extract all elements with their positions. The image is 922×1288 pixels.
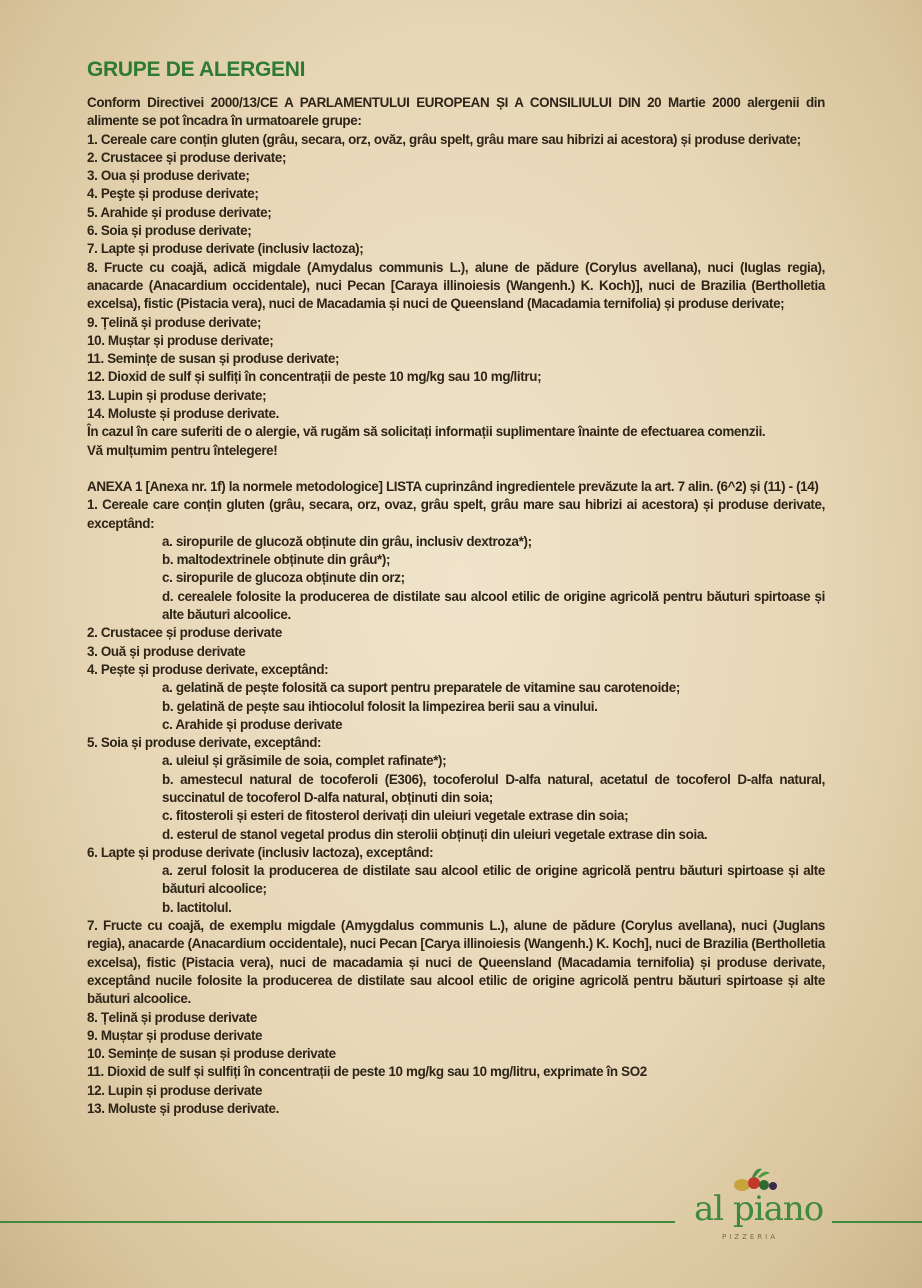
section2-line: 13. Moluste și produse derivate. (87, 1101, 279, 1117)
document-page (87, 58, 825, 1118)
section1-line: 6. Soia și produse derivate; (87, 223, 252, 239)
section2-line: 9. Muștar și produse derivate (87, 1027, 263, 1043)
section2-line: 3. Ouă și produse derivate (87, 643, 246, 659)
section2-line: 11. Dioxid de sulf și sulfiți în concentrații de peste 10 mg/kg sau 10 mg/litru, exprimate în SO2 (87, 1064, 647, 1080)
section2-line: c. siropurile de glucoza obținute din orz; (162, 570, 405, 586)
section1-line: 11. Semințe de susan și produse derivate; (87, 351, 340, 367)
section2-line: a. zerul folosit la producerea de distilate sau alcool etilic de origine agricolă pentru băuturi spirtoase și alte băuturi alcoolice; (162, 863, 825, 897)
annex-section (87, 478, 825, 1118)
section2-line: a. gelatină de pește folosită ca suport pentru preparatele de vitamine sau carotenoide; (162, 680, 680, 696)
section2-line: c. fitosteroli și esteri de fitosterol derivați din uleiuri vegetale extrase din soia; (162, 808, 629, 824)
section1-line: 14. Moluste și produse derivate. (87, 406, 279, 422)
section2-line: c. Arahide și produse derivate (162, 716, 343, 732)
section1-line: 5. Arahide și produse derivate; (87, 204, 272, 220)
section2-line: b. lactitolul. (162, 899, 232, 915)
section2-line: 4. Pește și produse derivate, exceptând: (87, 661, 329, 677)
section1-line: 7. Lapte și produse derivate (inclusiv lactoza); (87, 241, 364, 257)
section2-line: 1. Cereale care conțin gluten (grâu, secara, orz, ovaz, grâu spelt, grâu mare sau hibrizi ai acestora) și produse derivate, exceptând: (87, 497, 825, 531)
section2-line: b. maltodextrinele obținute din grâu*); (162, 552, 391, 568)
section2-line: 7. Fructe cu coajă, de exemplu migdale (Amygdalus communis L.), alune de pădure (Corylus avellana), nuci (Juglans regia), anacarde (Anacardium occidentale), nuci Pecan [Carya illinoiesis (Wangenh.) K. Koch], nuci de Brazilia (Bertholletia excelsa), fistic (Pistacia vera), nuci de macadamia și nuci de Queensland (Macadamia ternifolia) și produse derivate, exceptând nucile folosite la producerea de distilate sau alcool etilic de origine agricolă pentru băuturi spirtoase și alte băuturi alcoolice. (87, 918, 825, 1007)
pizzeria-logo (688, 1165, 828, 1250)
section1-line: 13. Lupin și produse derivate; (87, 387, 267, 403)
logo-name: al piano (694, 1189, 824, 1229)
section2-line: ANEXA 1 [Anexa nr. 1f) la normele metodologice] LISTA cuprinzând ingredientele prevăzute la art. 7 alin. (6^2) și (11) - (14) (87, 478, 819, 494)
section2-line: a. uleiul și grăsimile de soia, complet rafinate*); (162, 753, 447, 769)
section1-line: 10. Muștar și produse derivate; (87, 332, 274, 348)
section1-line: 9. Țelină și produse derivate; (87, 314, 262, 330)
section2-line: 12. Lupin și produse derivate (87, 1082, 263, 1098)
section2-line: 10. Semințe de susan și produse derivate (87, 1046, 336, 1062)
footer-rule-right (832, 1221, 922, 1223)
section2-line: 8. Țelină și produse derivate (87, 1009, 257, 1025)
section2-line: a. siropurile de glucoză obținute din grâu, inclusiv dextroza*); (162, 533, 532, 549)
section-spacer (87, 460, 825, 478)
allergen-groups-section (87, 94, 825, 460)
footer-rule-left (0, 1221, 675, 1223)
page-title: GRUPE DE ALERGENI (87, 58, 306, 81)
section1-line: 1. Cereale care conțin gluten (grâu, secara, orz, ovăz, grâu spelt, grâu mare sau hibrizi ai acestora) și produse derivate; (87, 131, 801, 147)
section2-line: d. esterul de stanol vegetal produs din sterolii obținuți din uleiuri vegetale extrase din soia. (162, 826, 708, 842)
section2-line: 2. Crustacee și produse derivate (87, 625, 282, 641)
section1-line: 8. Fructe cu coajă, adică migdale (Amydalus communis L.), alune de pădure (Corylus avellana), nuci (Iuglas regia), anacarde (Anacardium occidentale), nuci Pecan [Caraya illinoiesis (Wangenh.) K. Koch)], nuci de Brazilia (Bertholletia excelsa), fistic (Pistacia vera), nuci de Macadamia și nuci de Queensland (Macadamia ternifolia) și produse derivate; (87, 259, 825, 312)
section1-line: În cazul în care suferiti de o alergie, vă rugăm să solicitați informații suplimentare înainte de efectuarea comenzii. (87, 424, 766, 440)
section1-line: Conform Directivei 2000/13/CE A PARLAMENTULUI EUROPEAN ȘI A CONSILIULUI DIN 20 Martie 2000 alergenii din alimente se pot încadra în urmatoarele grupe: (87, 95, 825, 129)
section1-line: 3. Oua și produse derivate; (87, 168, 250, 184)
section1-line: 4. Peşte și produse derivate; (87, 186, 259, 202)
section2-line: b. gelatină de pește sau ihtiocolul folosit la limpezirea berii sau a vinului. (162, 698, 598, 714)
section1-line: 2. Crustacee și produse derivate; (87, 149, 287, 165)
section1-line: Vă mulțumim pentru întelegere! (87, 442, 278, 458)
section2-line: 5. Soia și produse derivate, exceptând: (87, 735, 322, 751)
section2-line: b. amestecul natural de tocoferoli (E306), tocoferolul D-alfa natural, acetatul de tocoferol D-alfa natural, succinatul de tocoferol D-alfa natural, obținuti din soia; (162, 771, 825, 805)
logo-tagline: PIZZERIA (722, 1233, 779, 1241)
section2-line: 6. Lapte și produse derivate (inclusiv lactoza), exceptând: (87, 844, 434, 860)
section1-line: 12. Dioxid de sulf și sulfiți în concentrații de peste 10 mg/kg sau 10 mg/litru; (87, 369, 542, 385)
section2-line: d. cerealele folosite la producerea de distilate sau alcool etilic de origine agricolă pentru băuturi spirtoase și alte băuturi alcoolice. (162, 588, 825, 623)
